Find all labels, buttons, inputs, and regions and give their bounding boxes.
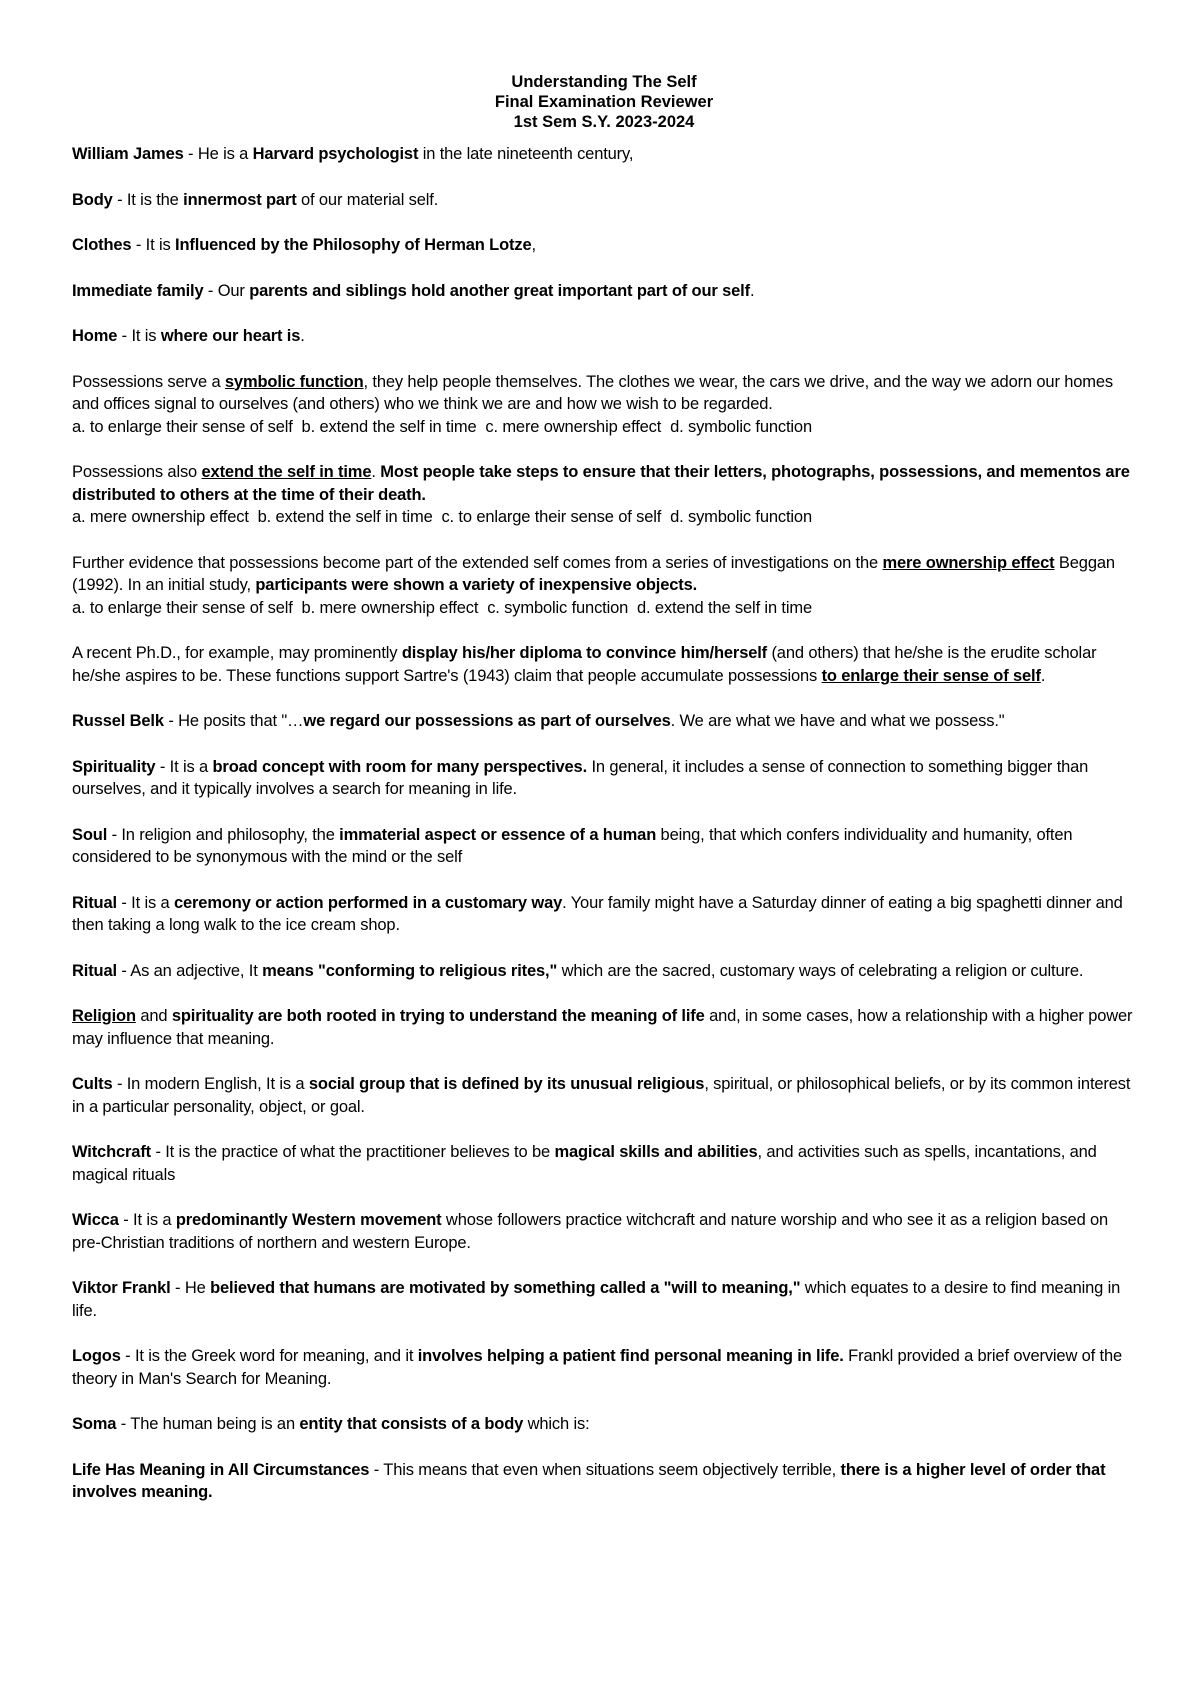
bold-text [202,463,372,481]
entry-text [72,824,1136,869]
bold-text: where our heart is [160,327,301,345]
entry-text [72,1209,1136,1254]
entry-religion [72,1005,1136,1050]
entry-text [72,461,1136,506]
document-subtitle: Final Examination Reviewer [494,93,714,111]
text-span: - It is the practice of what the practitioner believes to be [151,1143,555,1161]
bold-text: Ritual [72,893,117,912]
document-semester: 1st Sem S.Y. 2023-2024 [513,113,695,131]
document-header [72,72,1136,132]
entry-text [72,642,1136,687]
bold-text: parents and siblings hold another great important part of our self [249,281,750,300]
text-span: A recent Ph.D., for example, may prominently [72,644,402,662]
bold-text: Spirituality [72,757,156,776]
entry-text [72,552,1136,597]
entry-text [72,1413,1136,1436]
text-span: . [749,281,755,300]
bold-text: magical skills and abilities [554,1143,758,1161]
bold-text: Home [72,327,118,345]
entry-home [72,325,1136,348]
text-span: . [300,327,305,345]
entry-text [72,371,1136,416]
text-span: Beggan (1992). In an initial study, [72,553,1115,594]
text-span: . [1040,666,1046,685]
entry-wicca [72,1209,1136,1254]
bold-text [72,1007,136,1025]
entry-text [72,1459,1136,1504]
text-span: . Your family might have a Saturday dinner of eating a big spaghetti dinner and then taking a long walk to the ice cream shop. [72,893,1123,934]
text-span: - In religion and philosophy, the [107,825,340,844]
bold-text: means "conforming to religious rites," [262,961,558,980]
text-span: , and activities such as spells, incantations, and magical rituals [72,1143,1097,1184]
text-span: , they help people themselves. The clothes we wear, the cars we drive, and the way we adorn our homes and offices signal to ourselves (and others) who we think we are and how we wish to be regarded. [72,372,1114,413]
text-span: - It is the [112,190,184,209]
bold-text: Body [72,190,113,209]
bold-text: ceremony or action performed in a customary way [173,893,563,912]
entry-text [72,960,1136,983]
bold-text: Soma [72,1415,117,1433]
text-span: . We are what we have and what we possess." [670,712,1005,730]
underlined-term: symbolic function [224,372,364,391]
entry-text [72,710,1136,733]
entry-text [72,1345,1136,1390]
entry-spirituality [72,756,1136,801]
entry-soma [72,1413,1136,1436]
document-title: Understanding The Self [511,73,697,91]
bold-text: Clothes [72,236,132,254]
entry-text [72,892,1136,937]
bold-text: William James [72,145,184,163]
underlined-term: extend the self in time [201,463,372,481]
bold-text: involves helping a patient find personal meaning in life. [417,1347,844,1365]
reviewer-entries [72,143,1136,1504]
entry-clothes [72,234,1136,257]
text-span: - He posits that "… [163,712,304,730]
entry-immediate-family [72,280,1136,303]
answer-choices: a. mere ownership effect b. extend the self in time c. to enlarge their sense of self d. symbolic function [72,508,812,526]
entry-text [72,1073,1136,1118]
bold-text: Wicca [72,1211,119,1229]
bold-text: believed that humans are motivated by something called a "will to meaning," [210,1279,801,1297]
answer-choices: a. to enlarge their sense of self b. mere ownership effect c. symbolic function d. extend the self in time [72,598,812,617]
bold-text [822,667,1041,685]
bold-text: spirituality are both rooted in trying to understand the meaning of life [171,1007,705,1025]
entry-william-james [72,143,1136,166]
bold-text: predominantly Western movement [175,1211,442,1229]
text-span: , spiritual, or philosophical beliefs, or by its common interest in a particular personality, object, or goal. [72,1075,1131,1116]
entry-body [72,189,1136,212]
text-span: - It is a [118,1211,176,1229]
text-span: (and others) that he/she is the erudite scholar he/she aspires to be. These functions support Sartre's (1943) claim that people accumulate possessions [72,644,1097,685]
text-span: Possessions also [72,463,202,481]
text-span: Further evidence that possessions become part of the extended self comes from a series of investigations on the [72,553,883,572]
underlined-term: Religion [72,1007,136,1025]
entry-soul [72,824,1136,869]
bold-text: innermost part [183,190,297,209]
bold-text: Witchcraft [72,1143,152,1161]
bold-text: participants were shown a variety of inexpensive objects. [255,576,698,594]
entry-extend-self [72,461,1136,529]
text-span: of our material self. [296,190,439,209]
underlined-term: to enlarge their sense of self [821,666,1041,685]
bold-text: Cults [72,1075,113,1093]
text-span: Possessions serve a [72,372,225,391]
text-span: - It is a [116,893,174,912]
text-span: and, in some cases, how a relationship with a higher power may influence that meaning. [72,1007,1133,1048]
entry-text [72,189,1136,212]
text-span: Frankl provided a brief overview of the theory in Man's Search for Meaning. [72,1347,1123,1388]
text-span: - It is the Greek word for meaning, and it [120,1347,418,1365]
entry-text [72,325,1136,348]
bold-text: Immediate family [72,281,204,300]
entry-text [72,756,1136,801]
bold-text: Harvard psychologist [252,145,419,163]
entry-viktor-frankl [72,1277,1136,1322]
text-span: which is: [523,1415,590,1433]
bold-text: Soul [72,825,108,844]
bold-text: Most people take steps to ensure that their letters, photographs, possessions, and mementos are distributed to others at the time of their death. [72,463,1130,504]
entry-mere-ownership [72,552,1136,620]
bold-text [882,554,1054,572]
bold-text: Ritual [72,961,117,980]
bold-text: Russel Belk [72,712,164,730]
bold-text: display his/her diploma to convince him/herself [401,644,768,662]
text-span: and [135,1007,172,1025]
text-span: , [531,236,536,254]
entry-logos [72,1345,1136,1390]
text-span: being, that which confers individuality and humanity, often considered to be synonymous with the mind or the self [72,825,1073,866]
bold-text: broad concept with room for many perspectives. [212,757,588,776]
entry-symbolic-function [72,371,1136,439]
entry-text [72,1141,1136,1186]
text-span: . [371,463,381,481]
bold-text: entity that consists of a body [299,1415,524,1433]
bold-text [225,373,364,391]
text-span: which are the sacred, customary ways of celebrating a religion or culture. [557,961,1084,980]
bold-text: immaterial aspect or essence of a human [339,825,657,844]
entry-text [72,234,1136,257]
text-span: - The human being is an [116,1415,300,1433]
bold-text: Life Has Meaning in All Circumstances [72,1460,370,1479]
text-span: - It is a [155,757,213,776]
text-span: - Our [203,281,250,300]
entry-russel-belk [72,710,1136,733]
entry-enlarge-self [72,642,1136,687]
entry-text [72,280,1136,303]
text-span: in the late nineteenth century, [418,145,634,163]
text-span: In general, it includes a sense of connection to something bigger than ourselves, and it typically involves a search for meaning in life. [72,757,1089,798]
answer-choices: a. to enlarge their sense of self b. extend the self in time c. mere ownership effect d. symbolic function [72,417,812,436]
text-span: - It is [131,236,176,254]
entry-witchcraft [72,1141,1136,1186]
bold-text: social group that is defined by its unusual religious [308,1075,705,1093]
bold-text: Viktor Frankl [72,1279,171,1297]
text-span: which equates to a desire to find meaning in life. [72,1279,1121,1320]
text-span: - This means that even when situations seem objectively terrible, [369,1460,841,1479]
entry-life-has-meaning [72,1459,1136,1504]
entry-text [72,143,1136,166]
entry-cults [72,1073,1136,1118]
entry-ritual-2 [72,960,1136,983]
bold-text: there is a higher level of order that involves meaning. [72,1460,1106,1501]
bold-text: Logos [72,1347,121,1365]
text-span: - It is [117,327,161,345]
underlined-term: mere ownership effect [882,553,1055,572]
entry-text [72,1277,1136,1322]
text-span: - He [170,1279,211,1297]
entry-text [72,1005,1136,1050]
entry-ritual-1 [72,892,1136,937]
bold-text: Influenced by the Philosophy of Herman Lotze [175,236,532,254]
text-span: whose followers practice witchcraft and nature worship and who see it as a religion based on pre-Christian traditions of northern and western Europe. [72,1211,1109,1252]
text-span: - In modern English, It is a [112,1075,309,1093]
text-span: - He is a [183,145,253,163]
bold-text: we regard our possessions as part of ourselves [303,712,671,730]
text-span: - As an adjective, It [116,961,263,980]
